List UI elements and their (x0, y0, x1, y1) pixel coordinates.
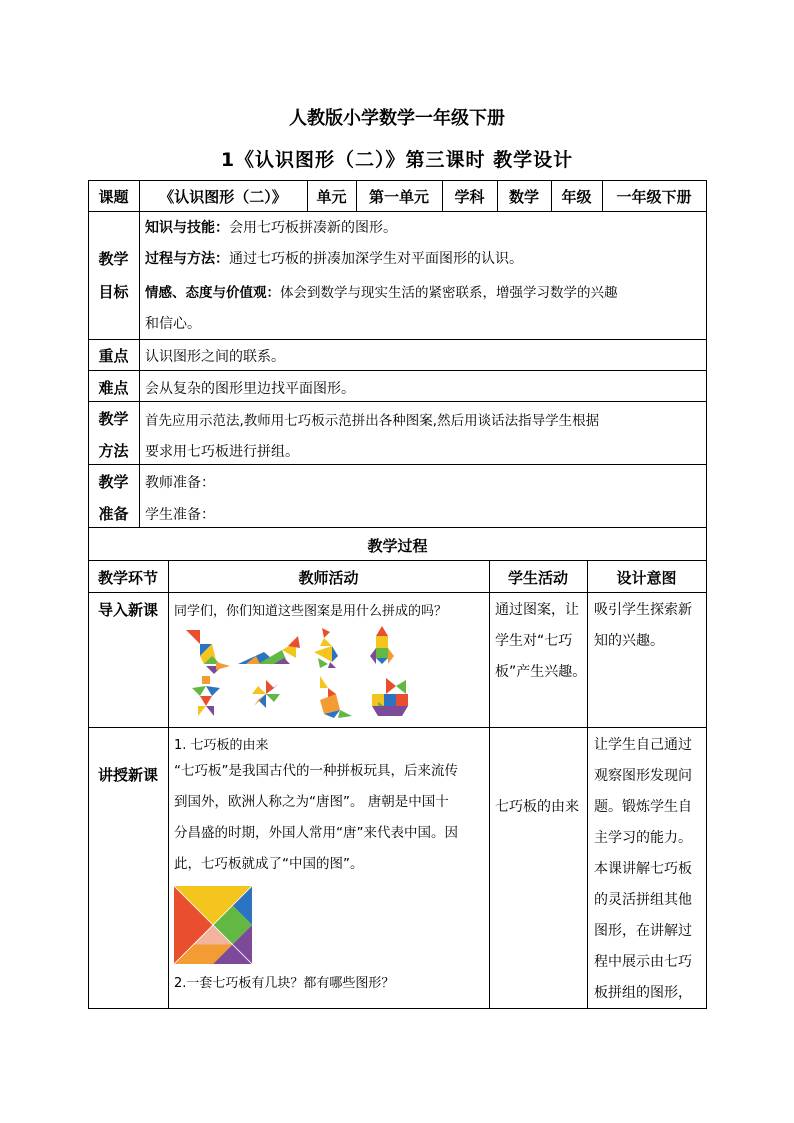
intro-student-line: 通过图案，让 (495, 602, 579, 618)
tangram-windmill-figure (252, 680, 280, 708)
unit-value: 第一单元 (368, 188, 429, 206)
tangram-rocket-figure (370, 626, 394, 664)
lecture-intent-line: 的灵活拼组其他 (594, 892, 692, 908)
process-label: 过程与方法： (145, 251, 229, 267)
method-label-1: 教学 (98, 410, 129, 428)
intro-stage: 导入新课 (97, 601, 158, 619)
column-teacher-activity: 教师活动 (298, 569, 359, 587)
knowledge-text: 会用七巧板拼凑新的图形。 (229, 220, 397, 236)
column-design-intent: 设计意图 (616, 569, 677, 587)
lecture-intent-line: 程中展示由七巧 (594, 954, 692, 970)
emotion-text: 体会到数学与现实生活的紧密联系，增强学习数学的兴趣 (280, 285, 618, 301)
lecture-teacher-line: 此，七巧板就成了“中国的图”。 (174, 856, 364, 872)
lecture-teacher-line: 分昌盛的时期，外国人常用“唐”来代表中国。因 (174, 825, 458, 841)
knowledge-label: 知识与技能： (145, 220, 229, 236)
preparation-label-1: 教学 (98, 473, 129, 491)
process-header: 教学过程 (367, 537, 428, 555)
objective-process (145, 248, 523, 268)
lecture-teacher-question: 2.一套七巧板有几块？都有哪些图形？ (174, 976, 395, 991)
unit-label: 单元 (316, 188, 347, 206)
tangram-figures (176, 624, 416, 720)
lecture-intent-line: 让学生自己通过 (594, 737, 692, 753)
column-student-activity: 学生活动 (507, 569, 568, 587)
method-text-1: 首先应用示范法,教师用七巧板示范拼出各种图案,然后用谈话法指导学生根据 (145, 413, 600, 429)
tangram-cat-figure (238, 636, 300, 664)
tangram-bird-figure (186, 630, 230, 674)
objectives-label-2: 目标 (98, 283, 129, 301)
topic-value: 《认识图形（二）》 (159, 188, 287, 206)
tangram-rabbit-figure (320, 676, 352, 718)
intro-student-line: 学生对“七巧 (495, 633, 573, 649)
grade-label: 年级 (561, 188, 592, 206)
subject-label: 学科 (454, 188, 485, 206)
lecture-teacher-text (174, 756, 458, 880)
process-text: 通过七巧板的拼凑加深学生对平面图形的认识。 (229, 251, 523, 267)
lecture-teacher-line: 到国外，欧洲人称之为“唐图”。 唐朝是中国十 (174, 794, 449, 810)
difficulty-label: 难点 (98, 379, 129, 397)
emotion-label: 情感、态度与价值观： (145, 285, 280, 301)
lecture-intent-line: 主学习的能力。 (594, 830, 692, 846)
tangram-heron-figure (314, 628, 338, 668)
document-title: 人教版小学数学一年级下册 (289, 108, 505, 129)
difficulty-text: 会从复杂的图形里边找平面图形。 (145, 381, 355, 397)
intro-design-intent (594, 595, 692, 657)
lecture-stage: 讲授新课 (97, 766, 158, 784)
document-subtitle: 1《认识图形（二）》第三课时 教学设计 (220, 149, 574, 171)
intro-student-line: 板”产生兴趣。 (495, 664, 587, 680)
topic-label: 课题 (98, 188, 129, 206)
student-preparation: 学生准备： (145, 507, 215, 523)
emotion-text-continued: 和信心。 (145, 316, 201, 332)
subject-value: 数学 (508, 188, 539, 206)
objective-knowledge (145, 217, 397, 237)
lecture-teacher-line: “七巧板”是我国古代的一种拼板玩具，后来流传 (174, 763, 458, 779)
lecture-intent-line: 图形，在讲解过 (594, 923, 692, 939)
column-stage: 教学环节 (97, 569, 158, 587)
intro-intent-line: 知的兴趣。 (594, 633, 664, 649)
objective-emotion (145, 281, 618, 301)
lecture-intent-line: 观察图形发现问 (594, 768, 692, 784)
intro-intent-line: 吸引学生探索新 (594, 602, 692, 618)
teacher-preparation: 教师准备： (145, 475, 215, 491)
lecture-intent-line: 题。锻炼学生自 (594, 799, 692, 815)
key-point-label: 重点 (98, 347, 129, 365)
preparation-label-2: 准备 (98, 505, 129, 523)
lecture-intent-line: 本课讲解七巧板 (594, 861, 692, 877)
method-text-2: 要求用七巧板进行拼组。 (145, 444, 299, 460)
objectives-label-1: 教学 (98, 250, 129, 268)
key-point-text: 认识图形之间的联系。 (145, 349, 285, 365)
tangram-boat-figure (372, 678, 408, 716)
tangram-person-figure (192, 676, 220, 716)
intro-student-activity (495, 595, 586, 688)
lecture-teacher-heading: 1. 七巧板的由来 (174, 738, 269, 753)
lecture-intent-line: 板拼组的图形， (594, 985, 692, 1001)
lecture-design-intent (594, 730, 692, 1009)
grade-value: 一年级下册 (616, 188, 692, 206)
intro-teacher-text: 同学们，你们知道这些图案是用什么拼成的吗？ (174, 604, 448, 619)
tangram-square-image (174, 886, 252, 964)
lecture-student-activity: 七巧板的由来 (495, 799, 579, 815)
method-label-2: 方法 (98, 442, 129, 460)
